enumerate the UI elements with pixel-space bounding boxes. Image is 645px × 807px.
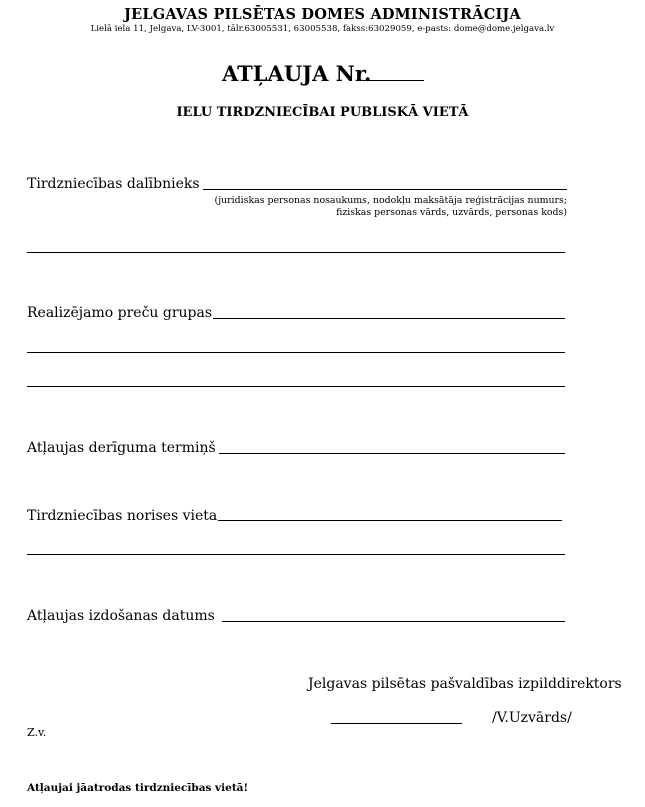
goods-line-2[interactable] (27, 352, 565, 353)
participant-hint-line2: fiziskas personas vārds, uzvārds, personas kods) (336, 207, 567, 218)
stamp-placeholder: Z.v. (27, 726, 47, 739)
place-line[interactable] (218, 520, 562, 521)
participant-label: Tirdzniecības dalībnieks (27, 176, 200, 192)
participant-line-2[interactable] (27, 252, 565, 253)
organization-name: JELGAVAS PILSĒTAS DOMES ADMINISTRĀCIJA (124, 6, 521, 23)
goods-line[interactable] (213, 318, 565, 319)
place-line-2[interactable] (27, 554, 565, 555)
document-subtitle: IELU TIRDZNIECĪBAI PUBLISKĀ VIETĀ (176, 105, 469, 120)
participant-hint-line1: (juridiskas personas nosaukums, nodokļu maksātāja reģistrācijas numurs; (214, 195, 567, 206)
permit-number-blank[interactable] (363, 80, 424, 81)
signatory-name: /V.Uzvārds/ (492, 710, 572, 726)
director-position: Jelgavas pilsētas pašvaldības izpilddirektors (308, 676, 622, 692)
term-label: Atļaujas derīguma termiņš (27, 440, 216, 456)
term-line[interactable] (219, 453, 565, 454)
issue-date-label: Atļaujas izdošanas datums (27, 608, 215, 624)
issue-date-line[interactable] (222, 621, 565, 622)
document-title: ATĻAUJA Nr. (222, 61, 372, 86)
goods-label: Realizējamo preču grupas (27, 305, 213, 321)
signature-line[interactable] (331, 723, 462, 724)
participant-line[interactable] (203, 189, 567, 190)
notice-text: Atļaujai jāatrodas tirdzniecības vietā! (27, 782, 249, 794)
place-label: Tirdzniecības norises vieta (27, 508, 218, 524)
organization-contacts: Lielā iela 11, Jelgava, LV-3001, tālr.63005531, 63005538, fakss:63029059, e-pasts: dome@dome.jelgava.lv (90, 24, 555, 34)
goods-line-3[interactable] (27, 386, 565, 387)
